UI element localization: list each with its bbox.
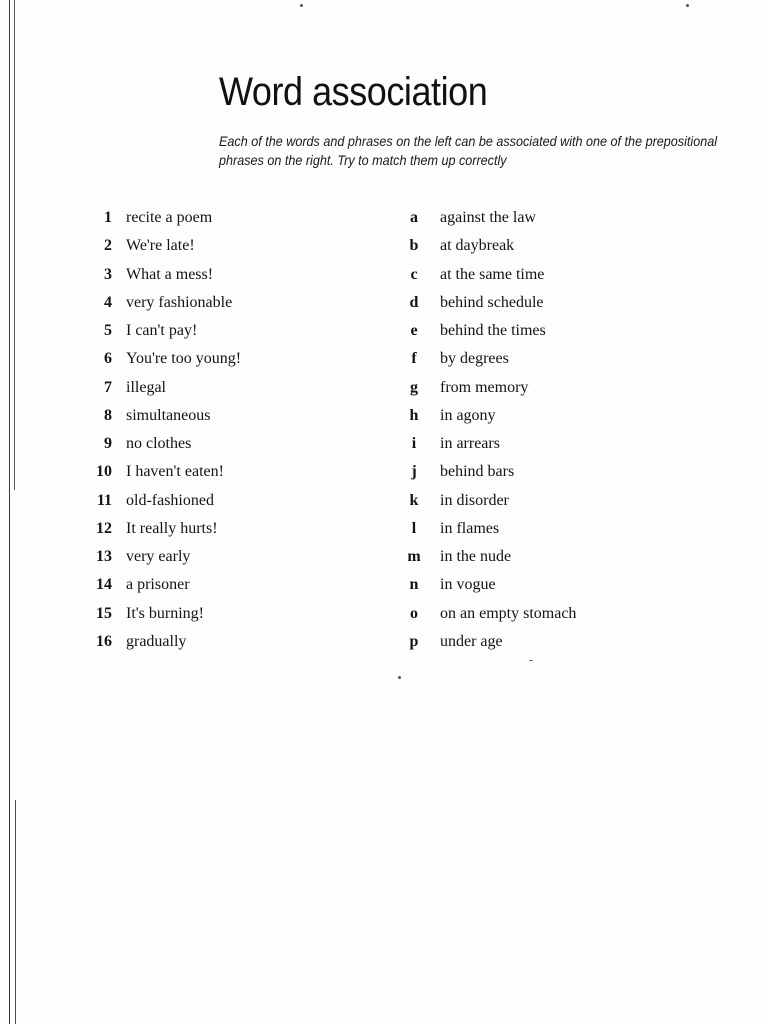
- item-number: 5: [104, 322, 112, 340]
- item-text: very early: [126, 548, 191, 566]
- item-number: 11: [96, 491, 112, 509]
- page-title: Word association: [219, 70, 488, 114]
- list-item: [86, 600, 386, 628]
- item-text: gradually: [126, 632, 187, 650]
- list-item: [398, 487, 698, 515]
- item-letter: b: [409, 237, 419, 255]
- item-text: on an empty stomach: [440, 604, 577, 622]
- item-text: no clothes: [126, 435, 192, 453]
- list-item: [86, 543, 386, 571]
- item-letter: o: [410, 604, 418, 622]
- list-item: [398, 402, 698, 430]
- item-number: 3: [104, 265, 112, 283]
- item-letter: j: [411, 463, 417, 481]
- list-item: [86, 232, 386, 260]
- binding-edge-line: [9, 0, 10, 1024]
- item-number: 16: [96, 632, 112, 650]
- list-item: [398, 458, 698, 486]
- item-letter: f: [411, 350, 417, 368]
- list-item: [398, 543, 698, 571]
- item-text: in arrears: [440, 435, 500, 453]
- list-item: [86, 204, 386, 232]
- list-item: [398, 232, 698, 260]
- list-item: [398, 430, 698, 458]
- item-text: in flames: [440, 519, 500, 537]
- list-item: [86, 430, 386, 458]
- item-number: 12: [96, 519, 112, 537]
- item-letter: d: [409, 293, 419, 311]
- item-text: I haven't eaten!: [126, 463, 224, 481]
- binding-edge-line: [14, 0, 15, 490]
- item-text: We're late!: [126, 237, 195, 255]
- item-number: 8: [104, 406, 112, 424]
- list-item: [398, 261, 698, 289]
- list-item: [398, 374, 698, 402]
- item-text: against the law: [440, 209, 536, 227]
- list-item: [86, 345, 386, 373]
- item-text: illegal: [126, 378, 166, 396]
- scan-speck: [686, 4, 689, 7]
- item-text: simultaneous: [126, 406, 211, 424]
- list-item: [86, 487, 386, 515]
- item-text: It's burning!: [126, 604, 204, 622]
- item-text: I can't pay!: [126, 322, 198, 340]
- scan-speck: [398, 676, 401, 679]
- list-item: [398, 317, 698, 345]
- scan-speck: [300, 4, 303, 7]
- list-item: [86, 374, 386, 402]
- item-number: 13: [96, 548, 112, 566]
- list-item: [398, 515, 698, 543]
- item-text: It really hurts!: [126, 519, 218, 537]
- item-letter: l: [411, 519, 417, 537]
- item-text: You're too young!: [126, 350, 242, 368]
- item-text: old-fashioned: [126, 491, 214, 509]
- item-text: behind bars: [440, 463, 515, 481]
- item-text: a prisoner: [126, 576, 190, 594]
- item-text: in disorder: [440, 491, 509, 509]
- list-item: [86, 261, 386, 289]
- list-item: [398, 600, 698, 628]
- list-item: [86, 402, 386, 430]
- item-text: at daybreak: [440, 237, 515, 255]
- list-item: [398, 204, 698, 232]
- list-item: [86, 289, 386, 317]
- item-text: in the nude: [440, 548, 512, 566]
- list-item: [86, 628, 386, 656]
- item-text: from memory: [440, 378, 529, 396]
- item-text: in agony: [440, 406, 496, 424]
- list-item: [398, 345, 698, 373]
- item-letter: g: [410, 378, 418, 396]
- item-letter: m: [407, 548, 421, 566]
- item-number: 2: [104, 237, 112, 255]
- right-column: [398, 204, 698, 656]
- left-column: [86, 204, 386, 656]
- item-text: at the same time: [440, 265, 545, 283]
- item-text: What a mess!: [126, 265, 214, 283]
- item-number: 10: [96, 463, 112, 481]
- scan-speck: [529, 660, 533, 661]
- item-letter: h: [409, 406, 419, 424]
- item-number: 6: [104, 350, 112, 368]
- item-letter: e: [410, 322, 418, 340]
- item-text: recite a poem: [126, 209, 213, 227]
- list-item: [86, 317, 386, 345]
- item-number: 14: [96, 576, 112, 594]
- instructions-text: Each of the words and phrases on the left can be associated with one of the prepositional phrases on the right. Try to match them up correctly: [219, 133, 718, 168]
- item-number: 7: [104, 378, 112, 396]
- item-text: behind the times: [440, 322, 546, 340]
- item-number: 9: [104, 435, 112, 453]
- list-item: [398, 571, 698, 599]
- item-text: in vogue: [440, 576, 496, 594]
- list-item: [398, 289, 698, 317]
- list-item: [398, 628, 698, 656]
- binding-edge-line: [15, 800, 16, 1024]
- item-number: 4: [104, 293, 112, 311]
- item-text: by degrees: [440, 350, 509, 368]
- item-letter: k: [409, 491, 419, 509]
- item-number: 1: [104, 209, 112, 227]
- item-text: very fashionable: [126, 293, 233, 311]
- list-item: [86, 571, 386, 599]
- item-text: behind schedule: [440, 293, 544, 311]
- item-text: under age: [440, 632, 503, 650]
- item-letter: i: [411, 435, 417, 453]
- list-item: [86, 458, 386, 486]
- item-letter: c: [410, 265, 418, 283]
- list-item: [86, 515, 386, 543]
- item-letter: n: [409, 576, 419, 594]
- item-letter: a: [410, 209, 418, 227]
- item-number: 15: [96, 604, 112, 622]
- item-letter: p: [409, 632, 419, 650]
